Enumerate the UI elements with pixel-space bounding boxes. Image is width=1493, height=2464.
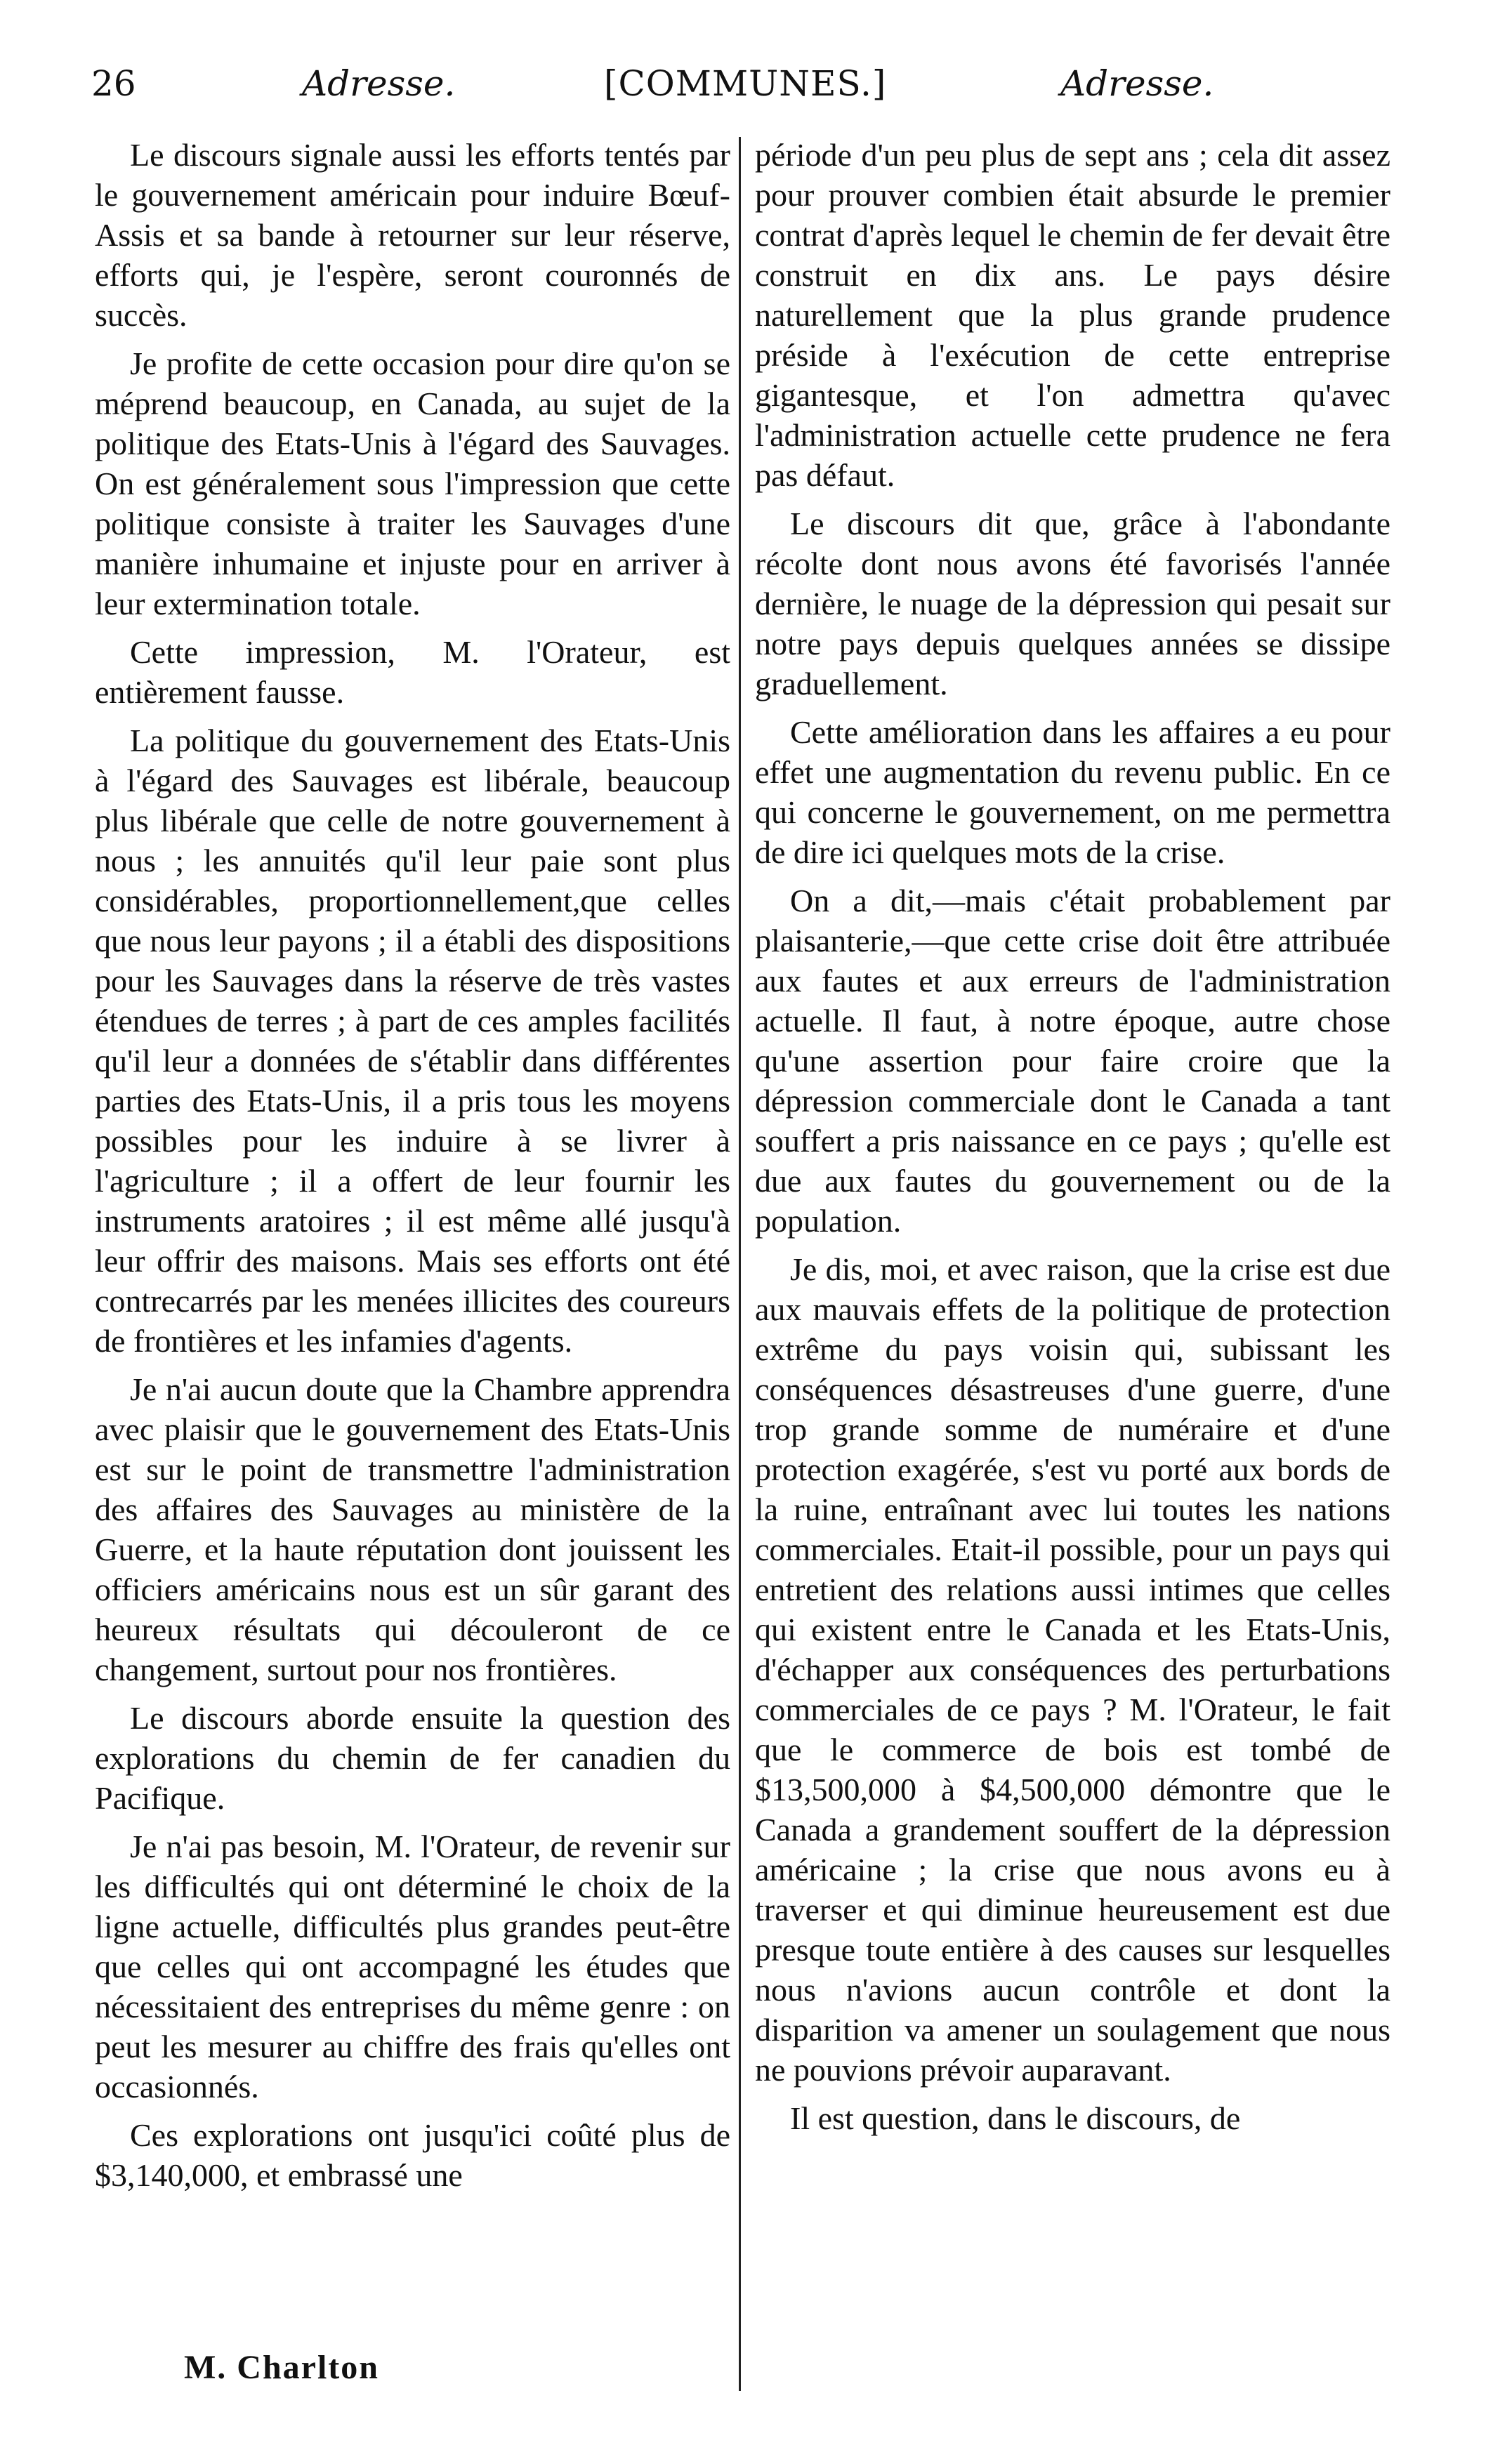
paragraph: Je n'ai aucun doute que la Chambre apprendra avec plaisir que le gouvernement des Etats-Unis est sur le point de transmettre l'administration des affaires des Sauvages au ministère de la Guerre, et la haute réputation dont jouissent les officiers américains nous est un sûr garant des heureux résultats qui découleront de ce changement, surtout pour nos frontières. bbox=[95, 1371, 730, 1687]
left-running-title: Adresse. bbox=[302, 63, 456, 104]
paragraph: Le discours aborde ensuite la question des explorations du chemin de fer canadien du Pacifique. bbox=[95, 1700, 730, 1816]
center-title: [COMMUNES.] bbox=[604, 63, 887, 104]
paragraph: Je n'ai pas besoin, M. l'Orateur, de revenir sur les difficultés qui ont déterminé le choix de la ligne actuelle, difficultés plus grandes peut-être que celles qui ont accompagné les études que nécessitaient des entreprises du même genre : on peut les mesurer au chiffre des frais qu'elles ont occasionnés. bbox=[95, 1829, 730, 2104]
right-running-title: Adresse. bbox=[1060, 63, 1214, 104]
paragraph: Ces explorations ont jusqu'ici coûté plus de $3,140,000, et embrassé une bbox=[95, 2117, 730, 2193]
paragraph: Le discours dit que, grâce à l'abondante récolte dont nous avons été favorisés l'année dernière, le nuage de la dépression qui pesait sur notre pays depuis quelques années se dissipe graduellement. bbox=[755, 506, 1390, 701]
catchword-speaker: M. Charlton bbox=[184, 2349, 379, 2386]
paragraph: La politique du gouvernement des Etats-Unis à l'égard des Sauvages est libérale, beaucoup plus libérale que celle de notre gouvernement à nous ; les annuités qu'il leur paie sont plus considérables, proportionnellement,que celles que nous leur payons ; il a établi des dispositions pour les Sauvages dans la réserve de très vastes étendues de terres ; à part de ces amples facilités qu'il leur a données de s'établir dans différentes parties des Etats-Unis, il a pris tous les moyens possibles pour les induire à se livrer à l'agriculture ; il a offert de leur fournir les instruments aratoires ; il est même allé jusqu'à leur offrir des maisons. Mais ses efforts ont été contrecarrés par les menées illicites des coureurs de frontières et les infamies d'agents. bbox=[95, 723, 730, 1359]
paragraph: période d'un peu plus de sept ans ; cela dit assez pour prouver combien était absurde le premier contrat d'après lequel le chemin de fer devait être construit en dix ans. Le pays désire naturellement que la plus grande prudence préside à l'exécution de cette entreprise gigantesque, et l'on admettra qu'avec l'administration actuelle cette prudence ne fera pas défaut. bbox=[755, 137, 1390, 493]
page-header bbox=[0, 59, 1493, 115]
page-number: 26 bbox=[91, 63, 136, 104]
paragraph: Cette impression, M. l'Orateur, est entièrement fausse. bbox=[95, 634, 730, 710]
paragraph: Il est question, dans le discours, de bbox=[790, 2100, 1241, 2136]
paragraph: Le discours signale aussi les efforts tentés par le gouvernement américain pour induire Bœuf-Assis et sa bande à retourner sur leur réserve, efforts qui, je l'espère, seront couronnés de succès. bbox=[95, 137, 730, 333]
right-column bbox=[755, 135, 1390, 2389]
paragraph: Je profite de cette occasion pour dire qu'on se méprend beaucoup, en Canada, au sujet de la politique des Etats-Unis à l'égard des Sauvages. On est généralement sous l'impression que cette politique consiste à traiter les Sauvages d'une manière inhumaine et injuste pour en arriver à leur extermination totale. bbox=[95, 345, 730, 621]
left-column bbox=[95, 135, 730, 2347]
paragraph: Je dis, moi, et avec raison, que la crise est due aux mauvais effets de la politique de protection extrême du pays voisin qui, subissant les conséquences désastreuses d'une guerre, d'une trop grande somme de numéraire et d'une protection exagérée, s'est vu porté aux bords de la ruine, entraînant avec lui toutes les nations commerciales. Etait-il possible, pour un pays qui entretient des relations aussi intimes que celles qui existent entre le Canada et les Etats-Unis, d'échapper aux conséquences des perturbations commerciales de ce pays ? M. l'Orateur, le fait que le commerce de bois est tombé de $13,500,000 à $4,500,000 démontre que le Canada a grandement souffert de la dépression américaine ; la crise que nous avons eu à traverser et qui diminue heureusement est due presque toute entière à des causes sur lesquelles nous n'avions aucun contrôle et dont la disparition va amener un soulagement que nous ne pouvions prévoir auparavant. bbox=[755, 1251, 1390, 2088]
paragraph: On a dit,—mais c'était probablement par plaisanterie,—que cette crise doit être attribuée aux fautes et aux erreurs de l'administration actuelle. Il faut, à notre époque, autre chose qu'une assertion pour faire croire que la dépression commerciale dont le Canada a tant souffert a pris naissance en ce pays ; qu'elle est due aux fautes du gouvernement ou de la population. bbox=[755, 883, 1390, 1239]
column-divider bbox=[739, 137, 741, 2391]
paragraph: Cette amélioration dans les affaires a eu pour effet une augmentation du revenu public. En ce qui concerne le gouvernement, on me permettra de dire ici quelques mots de la crise. bbox=[755, 714, 1390, 870]
